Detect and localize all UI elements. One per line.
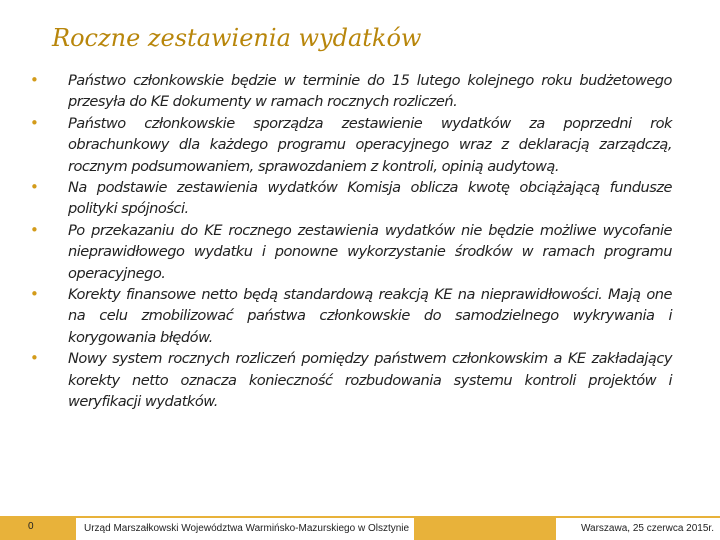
bullet-text: Państwo członkowskie będzie w terminie do 15 lutego kolejnego roku budżetowego przesyła do KE dokumenty w ramach rocznych rozliczeń. xyxy=(68,72,672,111)
bullet-item xyxy=(30,70,672,113)
bullet-item xyxy=(30,284,672,348)
bullet-icon: • xyxy=(30,71,39,89)
footer-date: Warszawa, 25 czerwca 2015r. xyxy=(556,518,720,540)
bullet-item xyxy=(30,177,672,220)
bullet-text: Na podstawie zestawienia wydatków Komisja oblicza kwotę obciążającą fundusze polityki spójności. xyxy=(68,179,672,218)
bullet-icon: • xyxy=(30,220,39,239)
bullet-icon: • xyxy=(30,285,39,304)
bullet-text: Po przekazaniu do KE rocznego zestawienia wydatków nie będzie możliwe wycofanie nieprawidłowego wydatku i ponowne wykorzystanie środków w ramach programu operacyjnego. xyxy=(68,221,672,282)
page-number: 0 xyxy=(28,521,34,532)
bullet-text: Nowy system rocznych rozliczeń pomiędzy państwem członkowskim a KE zakładający korekty netto oznacza konieczność rozbudowania systemu kontroli projektów i weryfikacji wydatków. xyxy=(68,350,672,411)
bullet-text: Korekty finansowe netto będą standardową reakcją KE na nieprawidłowości. Mają one na celu zmobilizować państwa członkowskie do samodzielnego wykrywania i korygowania błędów. xyxy=(68,286,672,346)
footer-organization: Urząd Marszałkowski Województwa Warmińsko-Mazurskiego w Olsztynie xyxy=(76,518,414,540)
bullet-icon: • xyxy=(30,349,39,368)
bullet-text: Państwo członkowskie sporządza zestawienie wydatków za poprzedni rok obrachunkowy dla każdego programu operacyjnego wraz z deklaracją zarządczą, rocznym podsumowaniem, sprawozdaniem z kontroli, opinią audytową. xyxy=(68,114,672,175)
bullet-icon: • xyxy=(30,178,39,197)
bullet-item xyxy=(30,113,672,177)
bullet-list xyxy=(30,70,672,413)
bullet-item xyxy=(30,348,672,412)
bullet-icon: • xyxy=(30,113,39,132)
bullet-item xyxy=(30,220,672,284)
slide-title: Roczne zestawienia wydatków xyxy=(52,24,422,52)
